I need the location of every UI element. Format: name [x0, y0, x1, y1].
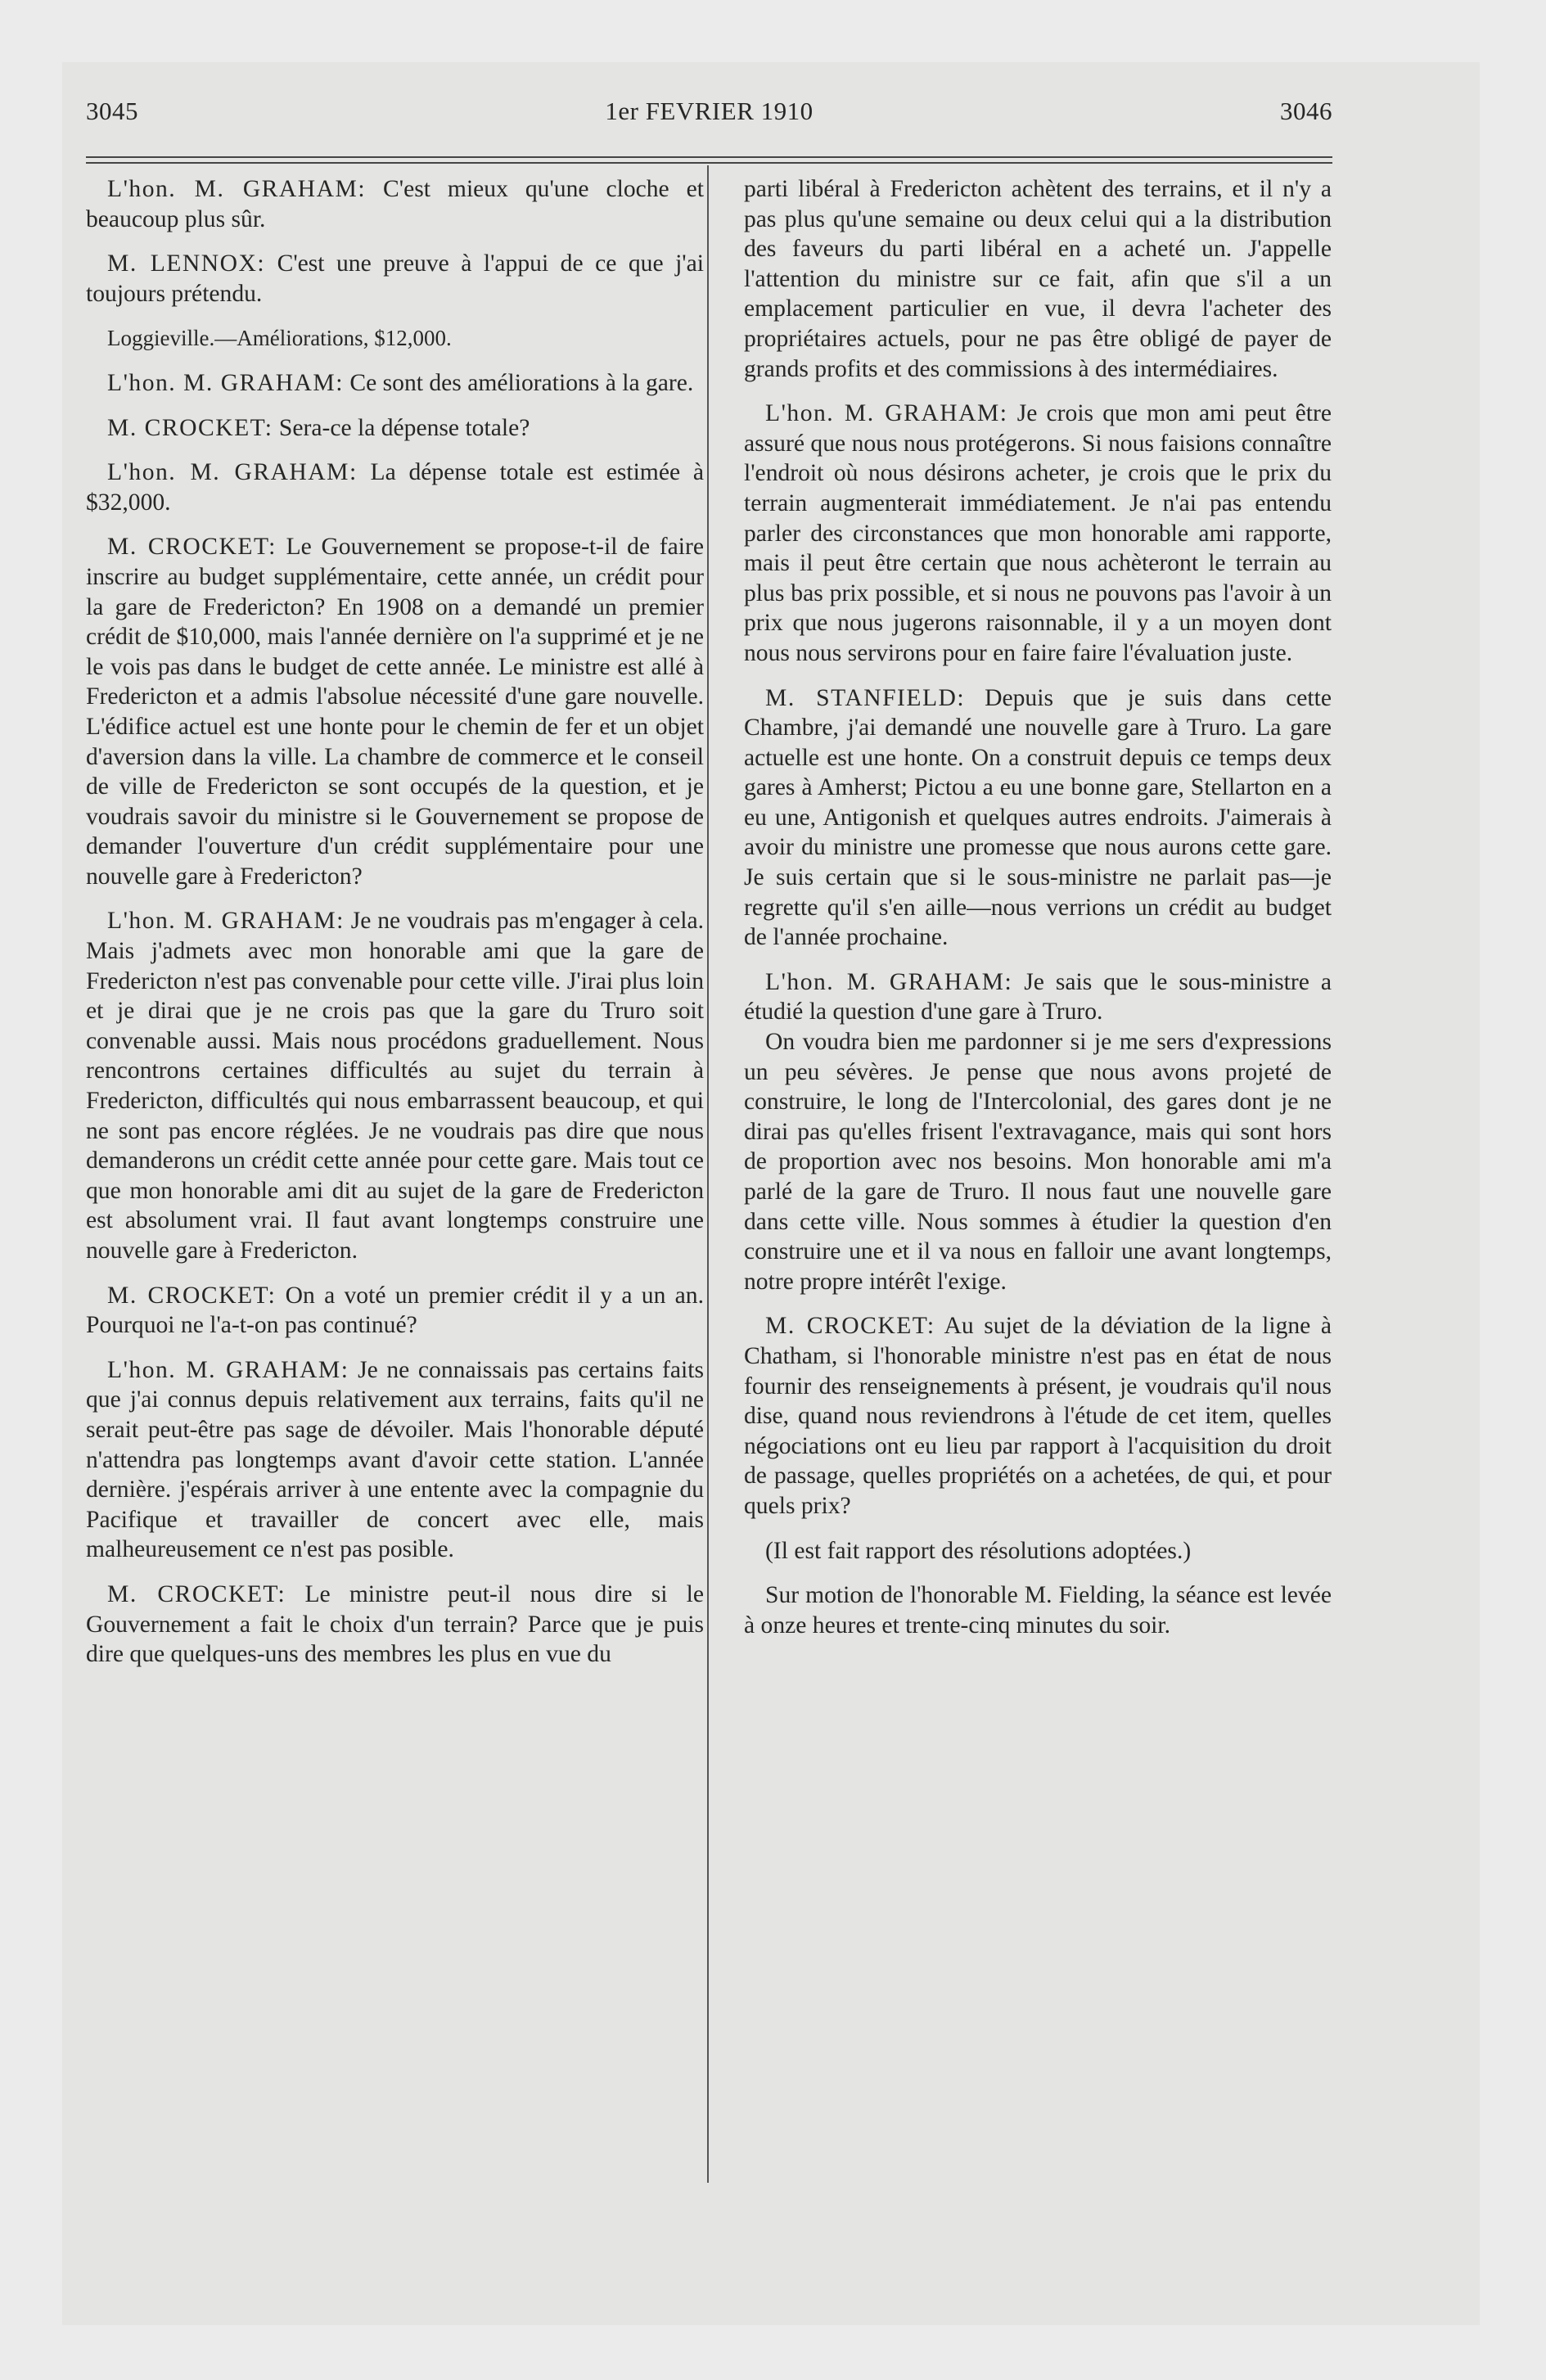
right-column — [744, 174, 1332, 1655]
speaker: M. LENNOX: — [107, 250, 266, 277]
speaker: M. CROCKET: — [107, 534, 277, 561]
paragraph-text: C'est une preuve à l'appui de ce que j'ai toujours prétendu. — [86, 250, 704, 307]
speaker: L'hon. M. GRAHAM: — [107, 1356, 349, 1383]
paragraph-text: On a voté un premier crédit il y a un an. Pourquoi ne l'a-t-on pas continué? — [86, 1282, 704, 1339]
paragraph-text: Le Gouvernement se propose-t-il de faire inscrire au budget supplémentaire, cette année, un crédit pour la gare de Fredericton? En 1908 on a demandé un premier crédit de $10,000, mais l'année dernière on l'a supprimé et je ne le vois pas dans le budget de cette année. Le ministre est allé à Fredericton et a admis l'absolue nécessité d'une gare nouvelle. L'édifice actuel est une honte pour le chemin de fer et un objet d'aversion dans la ville. La chambre de commerce et le conseil de ville de Fredericton se sont occupés de la question, et je voudrais savoir du ministre si le Gouvernement se propose de demander l'ouverture d'un crédit supplémentaire pour une nouvelle gare à Fredericton? — [86, 534, 704, 890]
speaker: L'hon. M. GRAHAM: — [107, 176, 367, 202]
left-column — [86, 174, 704, 1684]
paragraph-text: (Il est fait rapport des résolutions adoptées.) — [765, 1537, 1192, 1564]
paragraph — [744, 399, 1332, 668]
paragraph — [744, 967, 1332, 1027]
paragraph-text: parti libéral à Fredericton achètent des terrains, et il n'y a pas plus qu'une semaine ou deux celui qui a la distribution des faveurs du parti libéral en a acheté un. J'appelle l'attention du ministre sur ce fait, afin que s'il a un emplacement particulier en vue, il devra l'acheter des propriétaires actuels, pour ne pas être obligé de payer de grands profits et des commissions à des intermédiaires. — [744, 176, 1332, 382]
paragraph — [86, 323, 704, 354]
paragraph — [86, 1281, 704, 1341]
header-rule-bottom — [86, 162, 1332, 164]
page-date: 1er FEVRIER 1910 — [605, 97, 814, 125]
paragraph-text: On voudra bien me pardonner si je me sers d'expressions un peu sévères. Je pense que nous avons projeté de construire, le long de l'Intercolonial, des gares dont je ne dirai pas qu'elles frisent l'extravagance, mais qui sont hors de proportion avec nos besoins. Mon honorable ami m'a parlé de la gare de Truro. Il nous faut une nouvelle gare dans cette ville. Nous sommes à étudier la question d'en construire une et il va nous en falloir une avant longtemps, notre propre intérêt l'exige. — [744, 1029, 1332, 1295]
paragraph — [86, 249, 704, 309]
speaker: L'hon. M. GRAHAM: — [107, 908, 345, 935]
paragraph-text: Depuis que je suis dans cette Chambre, j'ai demandé une nouvelle gare à Truro. La gare actuelle est une honte. On a construit depuis ce temps deux gares à Amherst; Pictou a eu une bonne gare, Stellarton en a eu une, Antigonish et quelques autres endroits. J'aimerais à avoir du ministre une promesse que nous aurons cette gare. Je suis certain que si le sous-ministre ne parlait pas—je regrette qu'il s'en aille—nous verrions un crédit au budget de l'année prochaine. — [744, 684, 1332, 951]
speaker: M. CROCKET: — [765, 1313, 935, 1340]
paragraph-text: Au sujet de la déviation de la ligne à Chatham, si l'honorable ministre n'est pas en état de nous fournir des renseignements à présent, je voudrais qu'il nous dise, quand nous reviendrons à l'étude de cet item, quelles négociations ont eu lieu par rapport à l'acquisition du droit de passage, quelles propriétés on a achetées, de qui, et pour quels prix? — [744, 1313, 1332, 1519]
paragraph-text: Je ne connaissais pas certains faits que j'ai connus depuis relativement aux terrains, faits qu'il ne serait peut-être pas sage de dévoiler. Mais l'honorable député n'attendra pas longtemps avant d'avoir cette station. L'année dernière. j'espérais arriver à une entente avec la compagnie du Pacifique et travailler de concert avec elle, mais malheureusement ce n'est pas posible. — [86, 1356, 705, 1563]
speaker: L'hon. M. GRAHAM: — [107, 369, 344, 396]
paragraph — [744, 1580, 1332, 1640]
header-rule-top — [86, 156, 1332, 158]
page-number-right: 3046 — [1280, 97, 1332, 125]
speaker: M. CROCKET: — [107, 1580, 286, 1607]
paragraph-text: Sur motion de l'honorable M. Fielding, la séance est levée à onze heures et trente-cinq minutes du soir. — [744, 1582, 1332, 1639]
speaker: M. CROCKET: — [107, 1282, 277, 1309]
paragraph — [744, 1536, 1332, 1566]
paragraph — [86, 906, 704, 1265]
page-number-left: 3045 — [86, 97, 138, 125]
paragraph — [86, 1355, 704, 1565]
paragraph — [86, 1580, 704, 1670]
paragraph-text: Loggieville.—Améliorations, $12,000. — [107, 326, 452, 351]
paragraph — [744, 1311, 1332, 1521]
paragraph — [86, 368, 704, 399]
speaker: M. STANFIELD: — [765, 684, 966, 711]
paragraph — [86, 413, 704, 444]
paragraph-text: La dépense totale est estimée à $32,000. — [86, 459, 705, 516]
paragraph-text: Je crois que mon ami peut être assuré que nous nous protégerons. Si nous faisions connaître l'endroit où nous désirons acheter, je crois que le prix du terrain augmenterait immédiatement. Je n'ai pas entendu parler des circonstances que mon honorable ami rapporte, mais il peut être certain que nous achèteront le terrain au plus bas prix possible, et si nous ne pouvons pas l'avoir à un prix que nous jugerons raisonnable, il y a un moyen dont nous nous servirons pour en faire faire l'évaluation juste. — [744, 400, 1332, 666]
speaker: L'hon. M. GRAHAM: — [765, 968, 1013, 995]
paragraph — [744, 683, 1332, 953]
paragraph — [744, 1027, 1332, 1296]
paragraph-text: Je sais que le sous-ministre a étudié la question d'une gare à Truro. — [744, 968, 1332, 1025]
speaker: M. CROCKET: — [107, 414, 273, 441]
speaker: L'hon. M. GRAHAM: — [765, 400, 1008, 427]
paragraph — [86, 174, 704, 234]
paragraph-text: Sera-ce la dépense totale? — [278, 414, 530, 441]
paragraph-text: Je ne voudrais pas m'engager à cela. Mais j'admets avec mon honorable ami que la gare de Fredericton n'est pas convenable pour cette ville. J'irai plus loin et je dirai que je ne crois pas que la gare du Truro soit convenable aussi. Mais nous procédons graduellement. Nous rencontrons certaines difficultés au sujet du terrain à Fredericton, difficultés qui nous embarrassent beaucoup, et qui ne sont pas encore réglées. Je ne voudrais pas dire que nous demanderons un crédit cette année pour cette gare. Mais tout ce que mon honorable ami dit au sujet de la gare de Fredericton est absolument vrai. Il faut avant longtemps construire une nouvelle gare à Fredericton. — [86, 908, 704, 1264]
paragraph-text: Ce sont des améliorations à la gare. — [349, 369, 694, 396]
paragraph — [86, 458, 704, 517]
column-divider — [707, 165, 709, 2183]
paragraph — [86, 532, 704, 891]
paragraph-text: Le ministre peut-il nous dire si le Gouvernement a fait le choix d'un terrain? Parce que je puis dire que quelques-uns des membres les plus en vue du — [86, 1580, 704, 1668]
speaker: L'hon. M. GRAHAM: — [107, 459, 358, 486]
paragraph — [744, 174, 1332, 384]
paragraph-text: C'est mieux qu'une cloche et beaucoup plus sûr. — [86, 176, 704, 232]
page-header — [86, 97, 1332, 133]
